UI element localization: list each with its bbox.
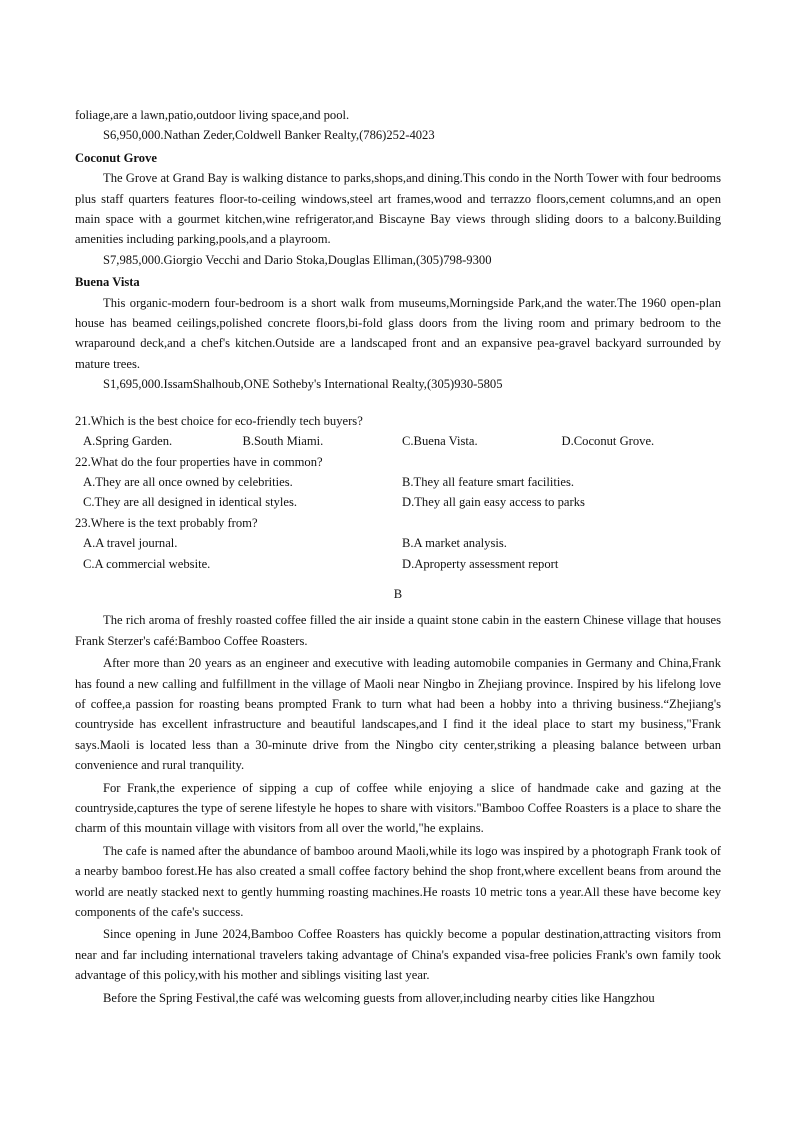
option-a: A.They are all once owned by celebrities.	[83, 474, 293, 489]
section-label-b: B	[393, 586, 403, 601]
listing-price-2: S7,985,000.Giorgio Vecchi and Dario Stoka,Douglas Elliman,(305)798-9300	[103, 252, 492, 267]
passage-b-paragraph: After more than 20 years as an engineer and executive with leading automobile companies in Germany and China,Frank has found a new calling and fulfillment in the village of Maoli near Ningbo in Zhejiang province. Inspired by his lifelong love of coffee,a passion for roasting beans prompted Frank to turn what had been a hobby into a thriving business.“Zhejiang's countryside has excellent infrastructure and beautiful landscapes,and I find it the ideal place to start my business,"Frank says.Maoli is located less than a 30-minute drive from the Ningbo city center,striking a pleasing balance between urban convenience and rural tranquility.	[75, 656, 721, 773]
passage-b-paragraph: For Frank,the experience of sipping a cup of coffee while enjoying a slice of handmade cake and gazing at the countryside,captures the type of serene lifestyle he hopes to share with visitors."Bamboo Coffee Roasters is a place to share the charm of this mountain village with visitors from all over the world,"he explains.	[75, 780, 721, 836]
option-a: A.Spring Garden.	[83, 434, 173, 449]
question-stem: 22.What do the four properties have in common?	[75, 454, 323, 469]
listing-body-coconut-grove: The Grove at Grand Bay is walking distance to parks,shops,and dining.This condo in the North Tower with four bedrooms plus staff quarters features floor-to-ceiling windows,steel art frames,wood and terrazzo floors,cement columns,and an open main space with a gourmet kitchen,wine refrigerator,and Biscayne Bay views through sliding doors to a balcony.Building amenities including parking,pools,and a playroom.	[75, 171, 721, 247]
option-d: D.They all gain easy access to parks	[402, 495, 585, 510]
option-d: D.Aproperty assessment report	[402, 556, 559, 571]
answer-options-row-1	[75, 533, 721, 553]
listing-body-buena-vista: This organic-modern four-bedroom is a short walk from museums,Morningside Park,and the water.The 1960 open-plan house has beamed ceilings,polished concrete floors,bi-fold glass doors from the living room and primary bedroom to the wraparound deck,and a chef's kitchen.Outside are a landscaped front and an expansive pea-gravel backyard surrounded by mature trees.	[75, 295, 721, 371]
passage-b-paragraph: The rich aroma of freshly roasted coffee filled the air inside a quaint stone cabin in the eastern Chinese village that houses Frank Sterzer's café:Bamboo Coffee Roasters.	[75, 613, 721, 648]
listing-price-3: S1,695,000.IssamShalhoub,ONE Sotheby's International Realty,(305)930-5805	[103, 377, 503, 392]
question-stem: 23.Where is the text probably from?	[75, 515, 258, 530]
option-b: B.They all feature smart facilities.	[402, 474, 575, 489]
question-22	[75, 452, 721, 513]
listing-heading-coconut-grove: Coconut Grove	[75, 150, 157, 165]
option-d: D.Coconut Grove.	[561, 434, 655, 449]
answer-options-row-2	[75, 492, 721, 512]
option-c: C.They are all designed in identical styles.	[83, 495, 298, 510]
answer-options-row-1	[75, 472, 721, 492]
option-a: A.A travel journal.	[83, 536, 178, 551]
option-c: C.A commercial website.	[83, 556, 211, 571]
listing-fragment: foliage,are a lawn,patio,outdoor living space,and pool.	[75, 108, 350, 122]
passage-b-paragraph: Before the Spring Festival,the café was welcoming guests from allover,including nearby cities like Hangzhou	[103, 990, 655, 1005]
exam-page	[75, 105, 721, 1008]
passage-b-paragraph: The cafe is named after the abundance of bamboo around Maoli,while its logo was inspired by a photograph Frank took of a nearby bamboo forest.He has also created a small coffee factory behind the shop front,where excellent beans from around the world are neatly stacked next to gently humming roasting machines.He roasts 10 metric tons a year.All these have become key components of the cafe's success.	[75, 843, 721, 920]
question-21	[75, 411, 721, 452]
listing-price-1: S6,950,000.Nathan Zeder,Coldwell Banker Realty,(786)252-4023	[103, 128, 435, 143]
option-b: B.South Miami.	[242, 434, 324, 449]
question-stem: 21.Which is the best choice for eco-friendly tech buyers?	[75, 413, 363, 428]
passage-b-paragraph: Since opening in June 2024,Bamboo Coffee Roasters has quickly become a popular destination,attracting visitors from near and far including international travelers taking advantage of China's expanded visa-free policies Frank's own family took advantage of this policy,with his mother and siblings visiting last year.	[75, 927, 721, 983]
option-b: B.A market analysis.	[402, 536, 507, 551]
listing-heading-buena-vista: Buena Vista	[75, 275, 140, 290]
answer-options-row-2	[75, 554, 721, 574]
answer-options	[75, 431, 721, 451]
option-c: C.Buena Vista.	[402, 434, 478, 449]
question-23	[75, 513, 721, 574]
